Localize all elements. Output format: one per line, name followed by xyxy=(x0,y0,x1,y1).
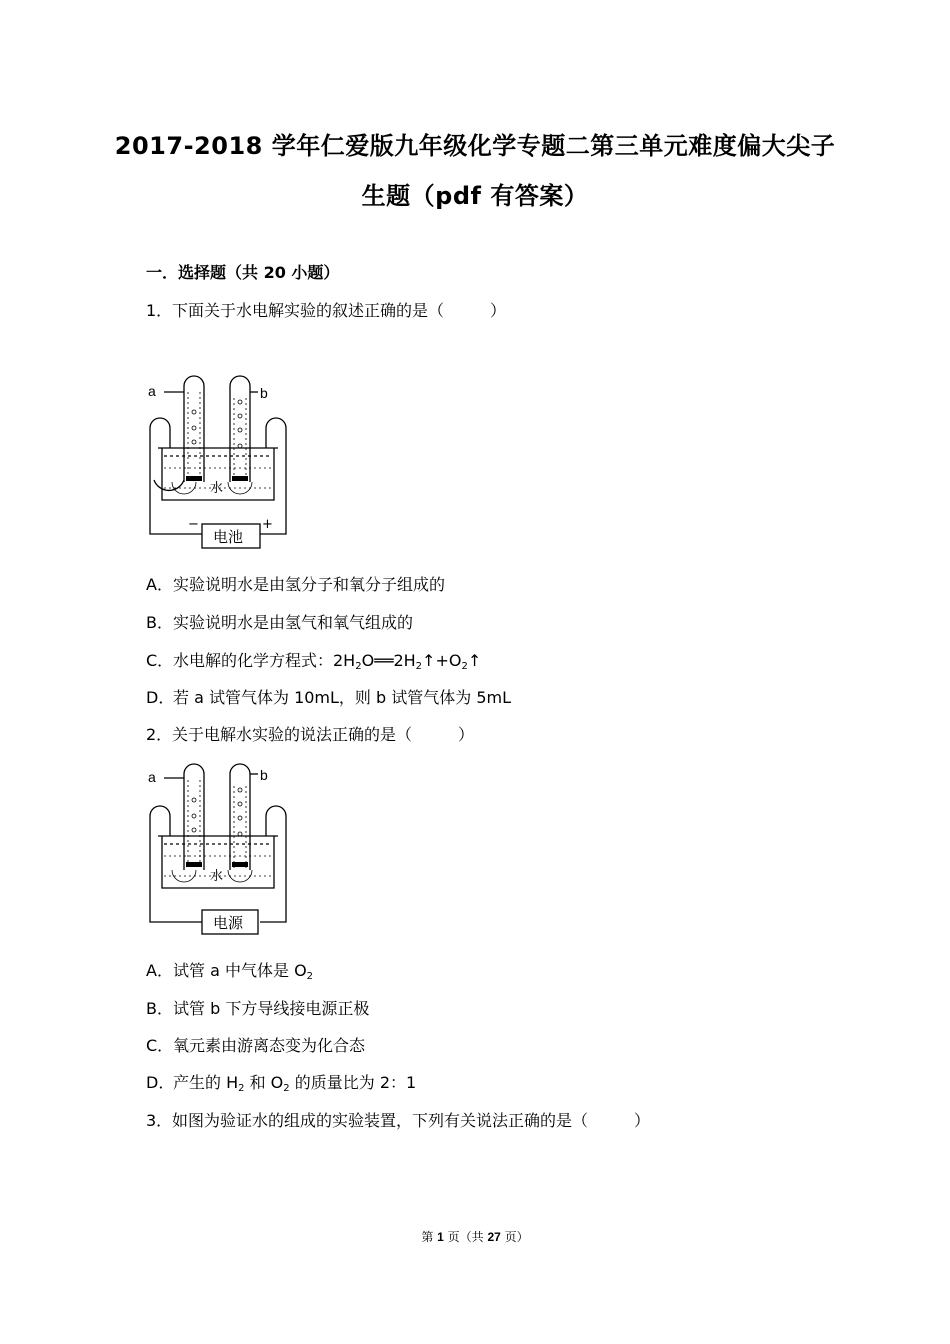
q1-option-b: B．实验说明水是由氢气和氧气组成的 xyxy=(146,613,414,632)
total-pages: 27 xyxy=(487,1230,501,1244)
question-stem: 下面关于水电解实验的叙述正确的是（ xyxy=(172,301,445,320)
question-2: 2．关于电解水实验的说法正确的是（ ） xyxy=(146,722,474,745)
electrolysis-apparatus-figure-1 xyxy=(140,372,300,552)
tube-b-label: b xyxy=(260,767,268,783)
question-stem: 关于电解水实验的说法正确的是（ xyxy=(172,725,413,744)
tube-a-label: a xyxy=(148,769,156,785)
question-number: 3． xyxy=(146,1111,173,1130)
water-label: 水 xyxy=(210,481,224,496)
question-3: 3．如图为验证水的组成的实验装置，下列有关说法正确的是（ ） xyxy=(146,1108,650,1131)
electrolysis-apparatus-figure-2 xyxy=(140,760,300,940)
section-heading: 一．选择题（共 20 小题） xyxy=(146,263,340,282)
q1-option-c: C．水电解的化学方程式：$2H_2O══2H_2↑+O_2↑$ xyxy=(146,651,482,672)
plus-sign: + xyxy=(262,517,273,532)
water-label: 水 xyxy=(210,869,224,884)
q1-option-a: A．实验说明水是由氢分子和氧分子组成的 xyxy=(146,575,446,594)
document-title-line2: 生题（pdf 有答案） xyxy=(361,182,589,210)
tube-a-label: a xyxy=(148,383,156,399)
tube-b-label: b xyxy=(260,385,268,401)
question-number: 2． xyxy=(146,725,173,744)
question-stem: 如图为验证水的组成的实验装置，下列有关说法正确的是（ xyxy=(172,1111,589,1130)
page-number: 1 xyxy=(437,1230,444,1244)
q2-option-c: C．氧元素由游离态变为化合态 xyxy=(146,1036,366,1055)
question-1: 1．下面关于水电解实验的叙述正确的是（ ） xyxy=(146,298,506,321)
q2-option-a: A．试管 a 中气体是 $O_2$ xyxy=(146,961,314,982)
battery-label: 电池 xyxy=(213,528,244,546)
question-number: 1． xyxy=(146,301,173,320)
page-footer: 第 1 页（共 27 页） xyxy=(421,1230,529,1244)
document-title-line1: 2017-2018 学年仁爱版九年级化学专题二第三单元难度偏大尖子 xyxy=(114,132,836,160)
q2-option-b: B．试管 b 下方导线接电源正极 xyxy=(146,999,370,1018)
minus-sign: − xyxy=(188,517,199,532)
q1-option-d: D．若 a 试管气体为 10mL，则 b 试管气体为 5mL xyxy=(146,688,512,707)
q2-option-d: D．产生的 $H_2$ 和 $O_2$ 的质量比为 2：1 xyxy=(146,1073,417,1094)
power-source-label: 电源 xyxy=(213,914,244,932)
